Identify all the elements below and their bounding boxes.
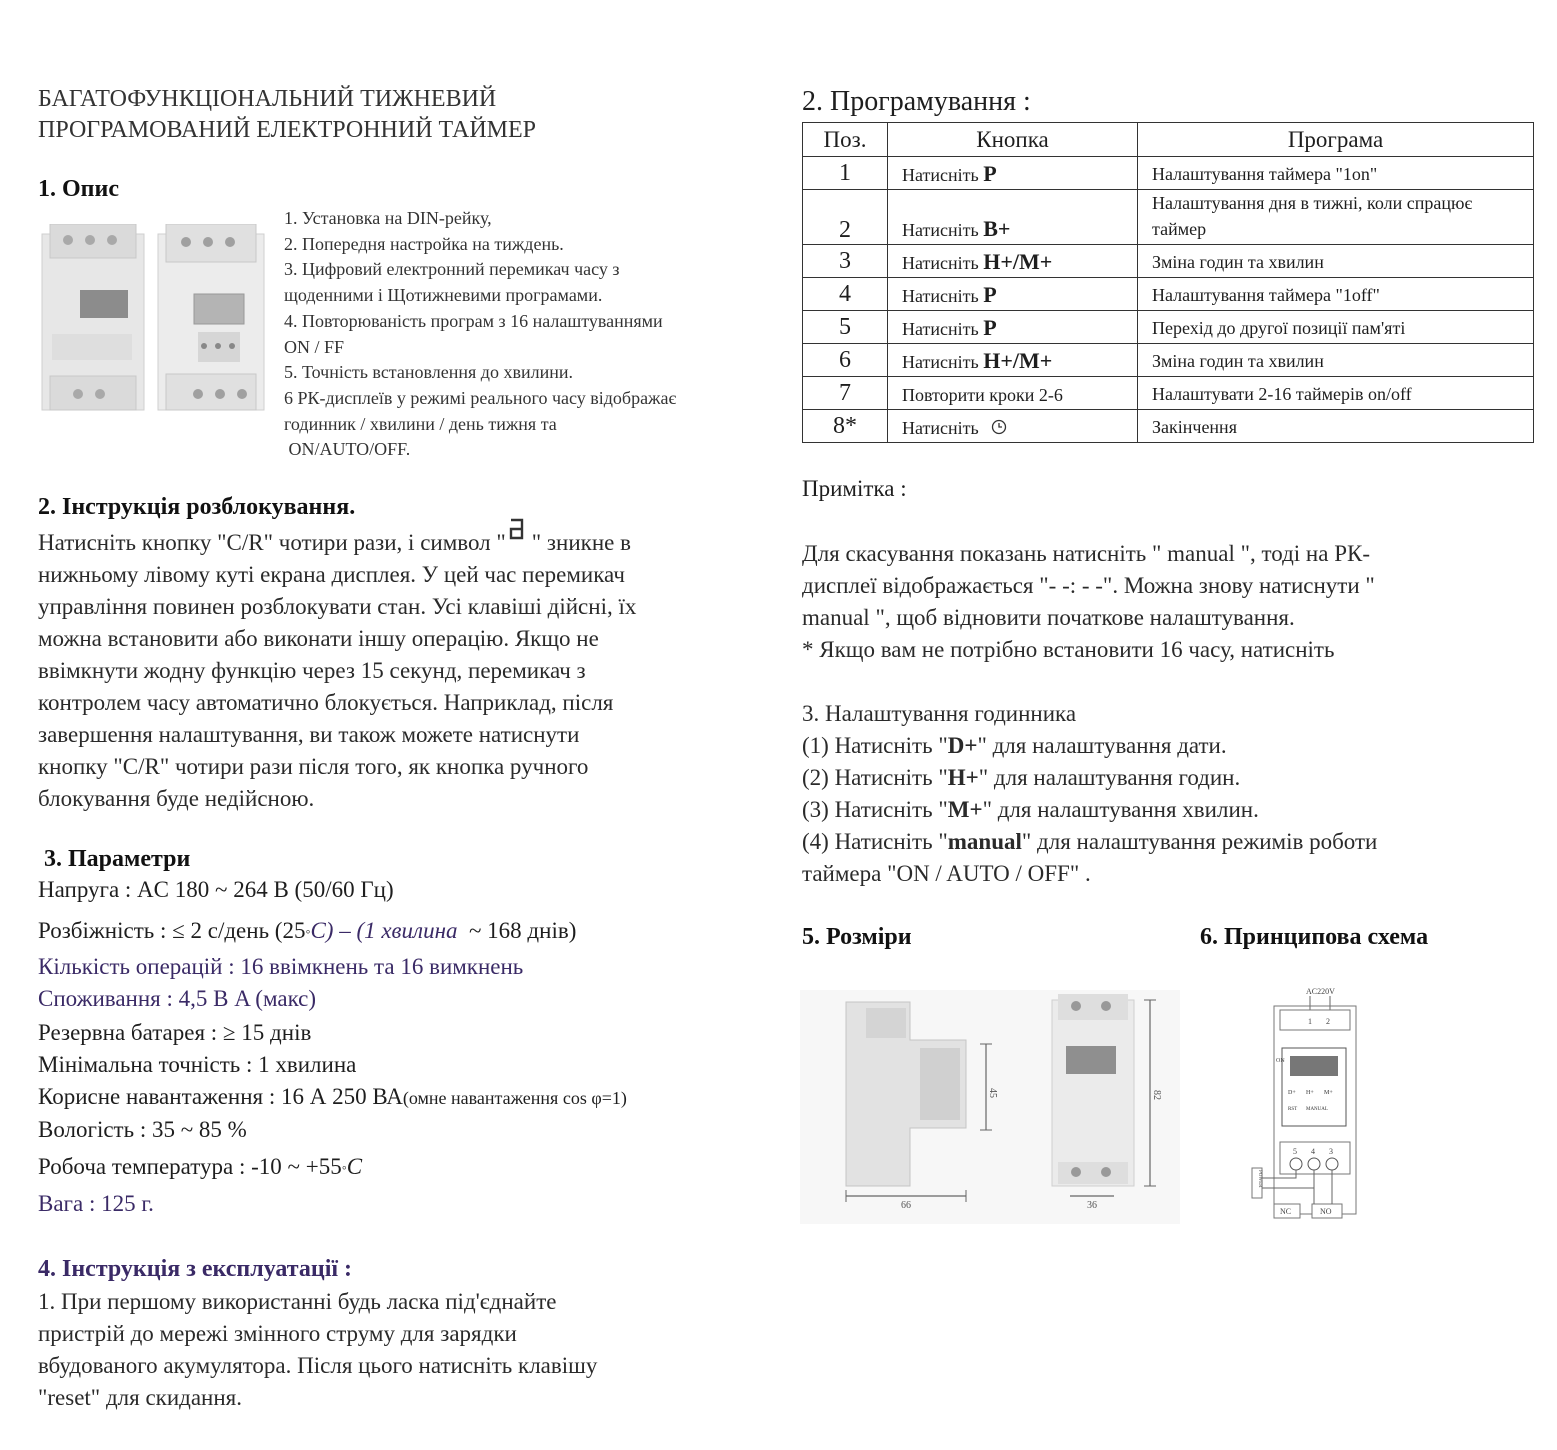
temp-part: Робоча температура : -10 ~ +55 — [38, 1154, 342, 1179]
terminal-2: 2 — [1326, 1017, 1330, 1026]
unlock-line: завершення налаштування, ви також можете натиснути — [38, 722, 580, 747]
param-battery: Резервна батарея : ≥ 15 днів — [38, 1020, 312, 1045]
row-program: Перехід до другої позиції пам'яті — [1138, 311, 1534, 344]
degree-symbol: ◦ — [341, 1161, 347, 1176]
row-button — [888, 245, 1138, 278]
schematic-power-label: POWER — [1257, 1170, 1262, 1188]
unlock-line: блокування буде недійсною. — [38, 786, 315, 811]
btn-text: Натисніть — [902, 165, 984, 185]
row-program: Зміна годин та хвилин — [1138, 344, 1534, 377]
unlock-line: нижньому лівому куті екрана дисплея. У цей час перемикач — [38, 562, 625, 587]
btn-text: Натисніть — [902, 220, 984, 240]
btn-text: Натисніть — [902, 352, 984, 372]
col-header-program: Програма — [1138, 123, 1534, 157]
table-row — [803, 245, 1534, 278]
row-pos: 3 — [803, 245, 888, 278]
note-line: дисплеї відображається "- -: - -". Можна знову натиснути " — [802, 573, 1375, 598]
list-item: 5. Точність встановлення до хвилини. — [284, 362, 573, 383]
clock-line — [802, 794, 1542, 826]
col-header-pos: Поз. — [803, 123, 888, 157]
btn-key: P — [983, 282, 997, 307]
operation-line: "reset" для скидання. — [38, 1385, 243, 1410]
param-consumption: Споживання : 4,5 В A (макс) — [38, 986, 317, 1011]
note-heading: Примітка : — [802, 476, 907, 501]
clock-key: M+ — [947, 797, 983, 822]
row-program: Налаштувати 2-16 таймерів on/off — [1138, 377, 1534, 410]
row-pos: 7 — [803, 377, 888, 410]
degree-symbol: ◦ — [305, 925, 311, 940]
btn-text: Натисніть — [902, 319, 984, 339]
dimensions-drawing — [800, 990, 1180, 1229]
clock-key: H+ — [947, 765, 979, 790]
note-line: Для скасування показань натисніть " manual ", тоді на РК- — [802, 541, 1370, 566]
unlock-line: ввімкнути жодну функцію через 15 секунд, перемикач з — [38, 658, 586, 683]
list-item: щоденними і Щотижневими програмами. — [284, 285, 603, 306]
btn-key: P — [983, 315, 997, 340]
schematic-diagram — [1248, 982, 1378, 1227]
clock-line — [802, 762, 1542, 794]
list-item: ON / FF — [284, 336, 345, 357]
btn-key: H+/M+ — [983, 348, 1053, 373]
dim-height-45: 45 — [987, 1088, 998, 1098]
list-item: годинник / хвилини / день тижня та — [284, 413, 557, 434]
drift-part: Розбіжність : ≤ 2 с/день (25 — [38, 918, 306, 943]
table-row — [803, 377, 1534, 410]
list-item: 6 РК-дисплеїв у режимі реального часу відображає — [284, 387, 677, 408]
param-voltage: Напруга : AC 180 ~ 264 B (50/60 Гц) — [38, 877, 394, 902]
clock-line — [802, 826, 1542, 858]
schematic-on-label: ON — [1276, 1058, 1285, 1064]
param-accuracy: Мінімальна точність : 1 хвилина — [38, 1052, 357, 1077]
table-row — [803, 157, 1534, 190]
param-load — [38, 1084, 627, 1110]
dimensions-heading: 5. Розміри — [802, 924, 912, 950]
row-pos: 4 — [803, 278, 888, 311]
description-heading: 1. Опис — [38, 176, 119, 202]
schematic-ac-label: AC220V — [1306, 987, 1335, 996]
title-line-2: ПРОГРАМОВАНИЙ ЕЛЕКТРОННИЙ ТАЙМЕР — [38, 117, 537, 143]
param-humidity: Вологість : 35 ~ 85 % — [38, 1117, 247, 1142]
table-row — [803, 344, 1534, 377]
row-button — [888, 157, 1138, 190]
row-program: Налаштування дня в тижні, коли спрацює таймер — [1138, 190, 1534, 245]
unlock-line: контролем часу автоматично блокується. Наприклад, після — [38, 690, 614, 715]
unlock-line: кнопку "C/R" чотири рази після того, як кнопка ручного — [38, 754, 589, 779]
col-header-button: Кнопка — [888, 123, 1138, 157]
btn-text: Повторити кроки 2-6 — [902, 385, 1063, 405]
row-pos: 2 — [803, 190, 888, 245]
clock-key: D+ — [947, 733, 978, 758]
row-button — [888, 344, 1138, 377]
schematic-no-label: NO — [1320, 1207, 1332, 1216]
operation-line: пристрій до мережі змінного струму для зарядки — [38, 1321, 517, 1346]
operation-text — [38, 1286, 778, 1414]
btn-key: B+ — [983, 216, 1011, 241]
row-button — [888, 410, 1138, 443]
table-header-row — [803, 123, 1534, 157]
clock-text: " для налаштування дати. — [977, 733, 1227, 758]
operation-line: 1. При першому використанні будь ласка під'єднайте — [38, 1289, 557, 1314]
product-photo — [36, 224, 272, 425]
clock-text: (2) Натисніть " — [802, 765, 948, 790]
table-row — [803, 311, 1534, 344]
row-program: Закінчення — [1138, 410, 1534, 443]
clock-text: " для налаштування режимів роботи — [1021, 829, 1378, 854]
btn-key: H+/M+ — [983, 249, 1053, 274]
unlock-text — [38, 524, 778, 815]
row-program: Зміна годин та хвилин — [1138, 245, 1534, 278]
param-weight: Вага : 125 г. — [38, 1191, 154, 1216]
list-item: 1. Установка на DIN-рейку, — [284, 208, 492, 228]
note-text — [802, 538, 1542, 666]
clock-heading: 3. Налаштування годинника — [802, 701, 1077, 726]
row-button — [888, 278, 1138, 311]
terminal-4: 4 — [1311, 1147, 1315, 1156]
table-row — [803, 410, 1534, 443]
terminal-1: 1 — [1308, 1017, 1312, 1026]
lock-symbol-icon — [506, 516, 532, 551]
param-temperature — [38, 1154, 362, 1180]
clock-settings — [802, 698, 1542, 890]
list-item: 4. Повторюваність програм з 16 налаштуваннями — [284, 310, 663, 331]
key-label: MANUAL — [1306, 1107, 1328, 1112]
btn-text: Натисніть — [902, 286, 984, 306]
params-heading: 3. Параметри — [44, 846, 191, 872]
schematic-heading: 6. Принципова схема — [1200, 924, 1429, 950]
key-label: H+ — [1306, 1090, 1314, 1096]
row-pos: 1 — [803, 157, 888, 190]
unlock-line: управління повинен розблокувати стан. Усі клавіші дійсні, їх — [38, 594, 637, 619]
row-button — [888, 377, 1138, 410]
clock-icon — [991, 419, 1007, 440]
title-line-1: БАГАТОФУНКЦІОНАЛЬНИЙ ТИЖНЕВИЙ — [38, 86, 497, 112]
unlock-heading: 2. Інструкція розблокування. — [38, 494, 356, 520]
clock-text: " для налаштування годин. — [978, 765, 1241, 790]
key-label: RST — [1288, 1107, 1298, 1112]
programming-heading: 2. Програмування : — [802, 86, 1031, 117]
btn-text: Натисніть — [902, 253, 984, 273]
clock-key: manual — [947, 829, 1022, 854]
clock-text: " для налаштування хвилин. — [982, 797, 1259, 822]
table-row — [803, 278, 1534, 311]
temp-part: C — [346, 1154, 363, 1179]
row-pos: 5 — [803, 311, 888, 344]
drift-part: C) – (1 хвилина — [310, 918, 458, 943]
unlock-line: Натисніть кнопку "C/R" чотири рази, і символ " — [38, 530, 506, 555]
row-program: Налаштування таймера "1off" — [1138, 278, 1534, 311]
row-pos: 6 — [803, 344, 888, 377]
clock-text: (4) Натисніть " — [802, 829, 948, 854]
key-label: D+ — [1288, 1090, 1296, 1096]
operation-heading: 4. Інструкція з експлуатації : — [38, 1256, 353, 1282]
clock-text: (3) Натисніть " — [802, 797, 948, 822]
dim-height-82: 82 — [1151, 1090, 1162, 1100]
clock-line — [802, 730, 1542, 762]
btn-text: Натисніть — [902, 418, 984, 438]
dim-width-36: 36 — [1087, 1200, 1097, 1211]
table-row — [803, 190, 1534, 245]
description-list — [284, 206, 784, 463]
load-value: Корисне навантаження : 16 А 250 ВА — [38, 1084, 403, 1109]
param-drift — [38, 918, 576, 944]
dim-width-66: 66 — [901, 1200, 911, 1211]
clock-text: (1) Натисніть " — [802, 733, 948, 758]
btn-key: P — [983, 161, 997, 186]
row-button — [888, 190, 1138, 245]
unlock-line-end: " зникне в — [531, 530, 631, 555]
key-label: M+ — [1324, 1090, 1333, 1096]
clock-line: таймера "ON / AUTO / OFF" . — [802, 861, 1091, 886]
unlock-line: можна встановити або виконати іншу операцію. Якщо не — [38, 626, 599, 651]
list-item: 2. Попередня настройка на тиждень. — [284, 233, 564, 254]
note-line: manual ", щоб відновити початкове налаштування. — [802, 605, 1295, 630]
row-program: Налаштування таймера "1on" — [1138, 157, 1534, 190]
note-line: * Якщо вам не потрібно встановити 16 часу, натисніть — [802, 637, 1335, 662]
list-item: ON/AUTO/OFF. — [284, 439, 411, 460]
row-button — [888, 311, 1138, 344]
param-operations: Кількість операцій : 16 ввімкнень та 16 вимкнень — [38, 954, 524, 979]
drift-part: ~ 168 днів) — [457, 918, 577, 943]
document-title — [38, 84, 536, 146]
schematic-nc-label: NC — [1280, 1207, 1292, 1216]
terminal-5: 5 — [1293, 1147, 1297, 1156]
operation-line: вбудованого акумулятора. Після цього натисніть клавішу — [38, 1353, 598, 1378]
programming-table — [802, 122, 1534, 443]
list-item: 3. Цифровий електронний перемикач часу з — [284, 259, 620, 280]
load-note: (омне навантаження cos φ=1) — [402, 1088, 627, 1108]
terminal-3: 3 — [1329, 1147, 1333, 1156]
row-pos: 8* — [803, 410, 888, 443]
